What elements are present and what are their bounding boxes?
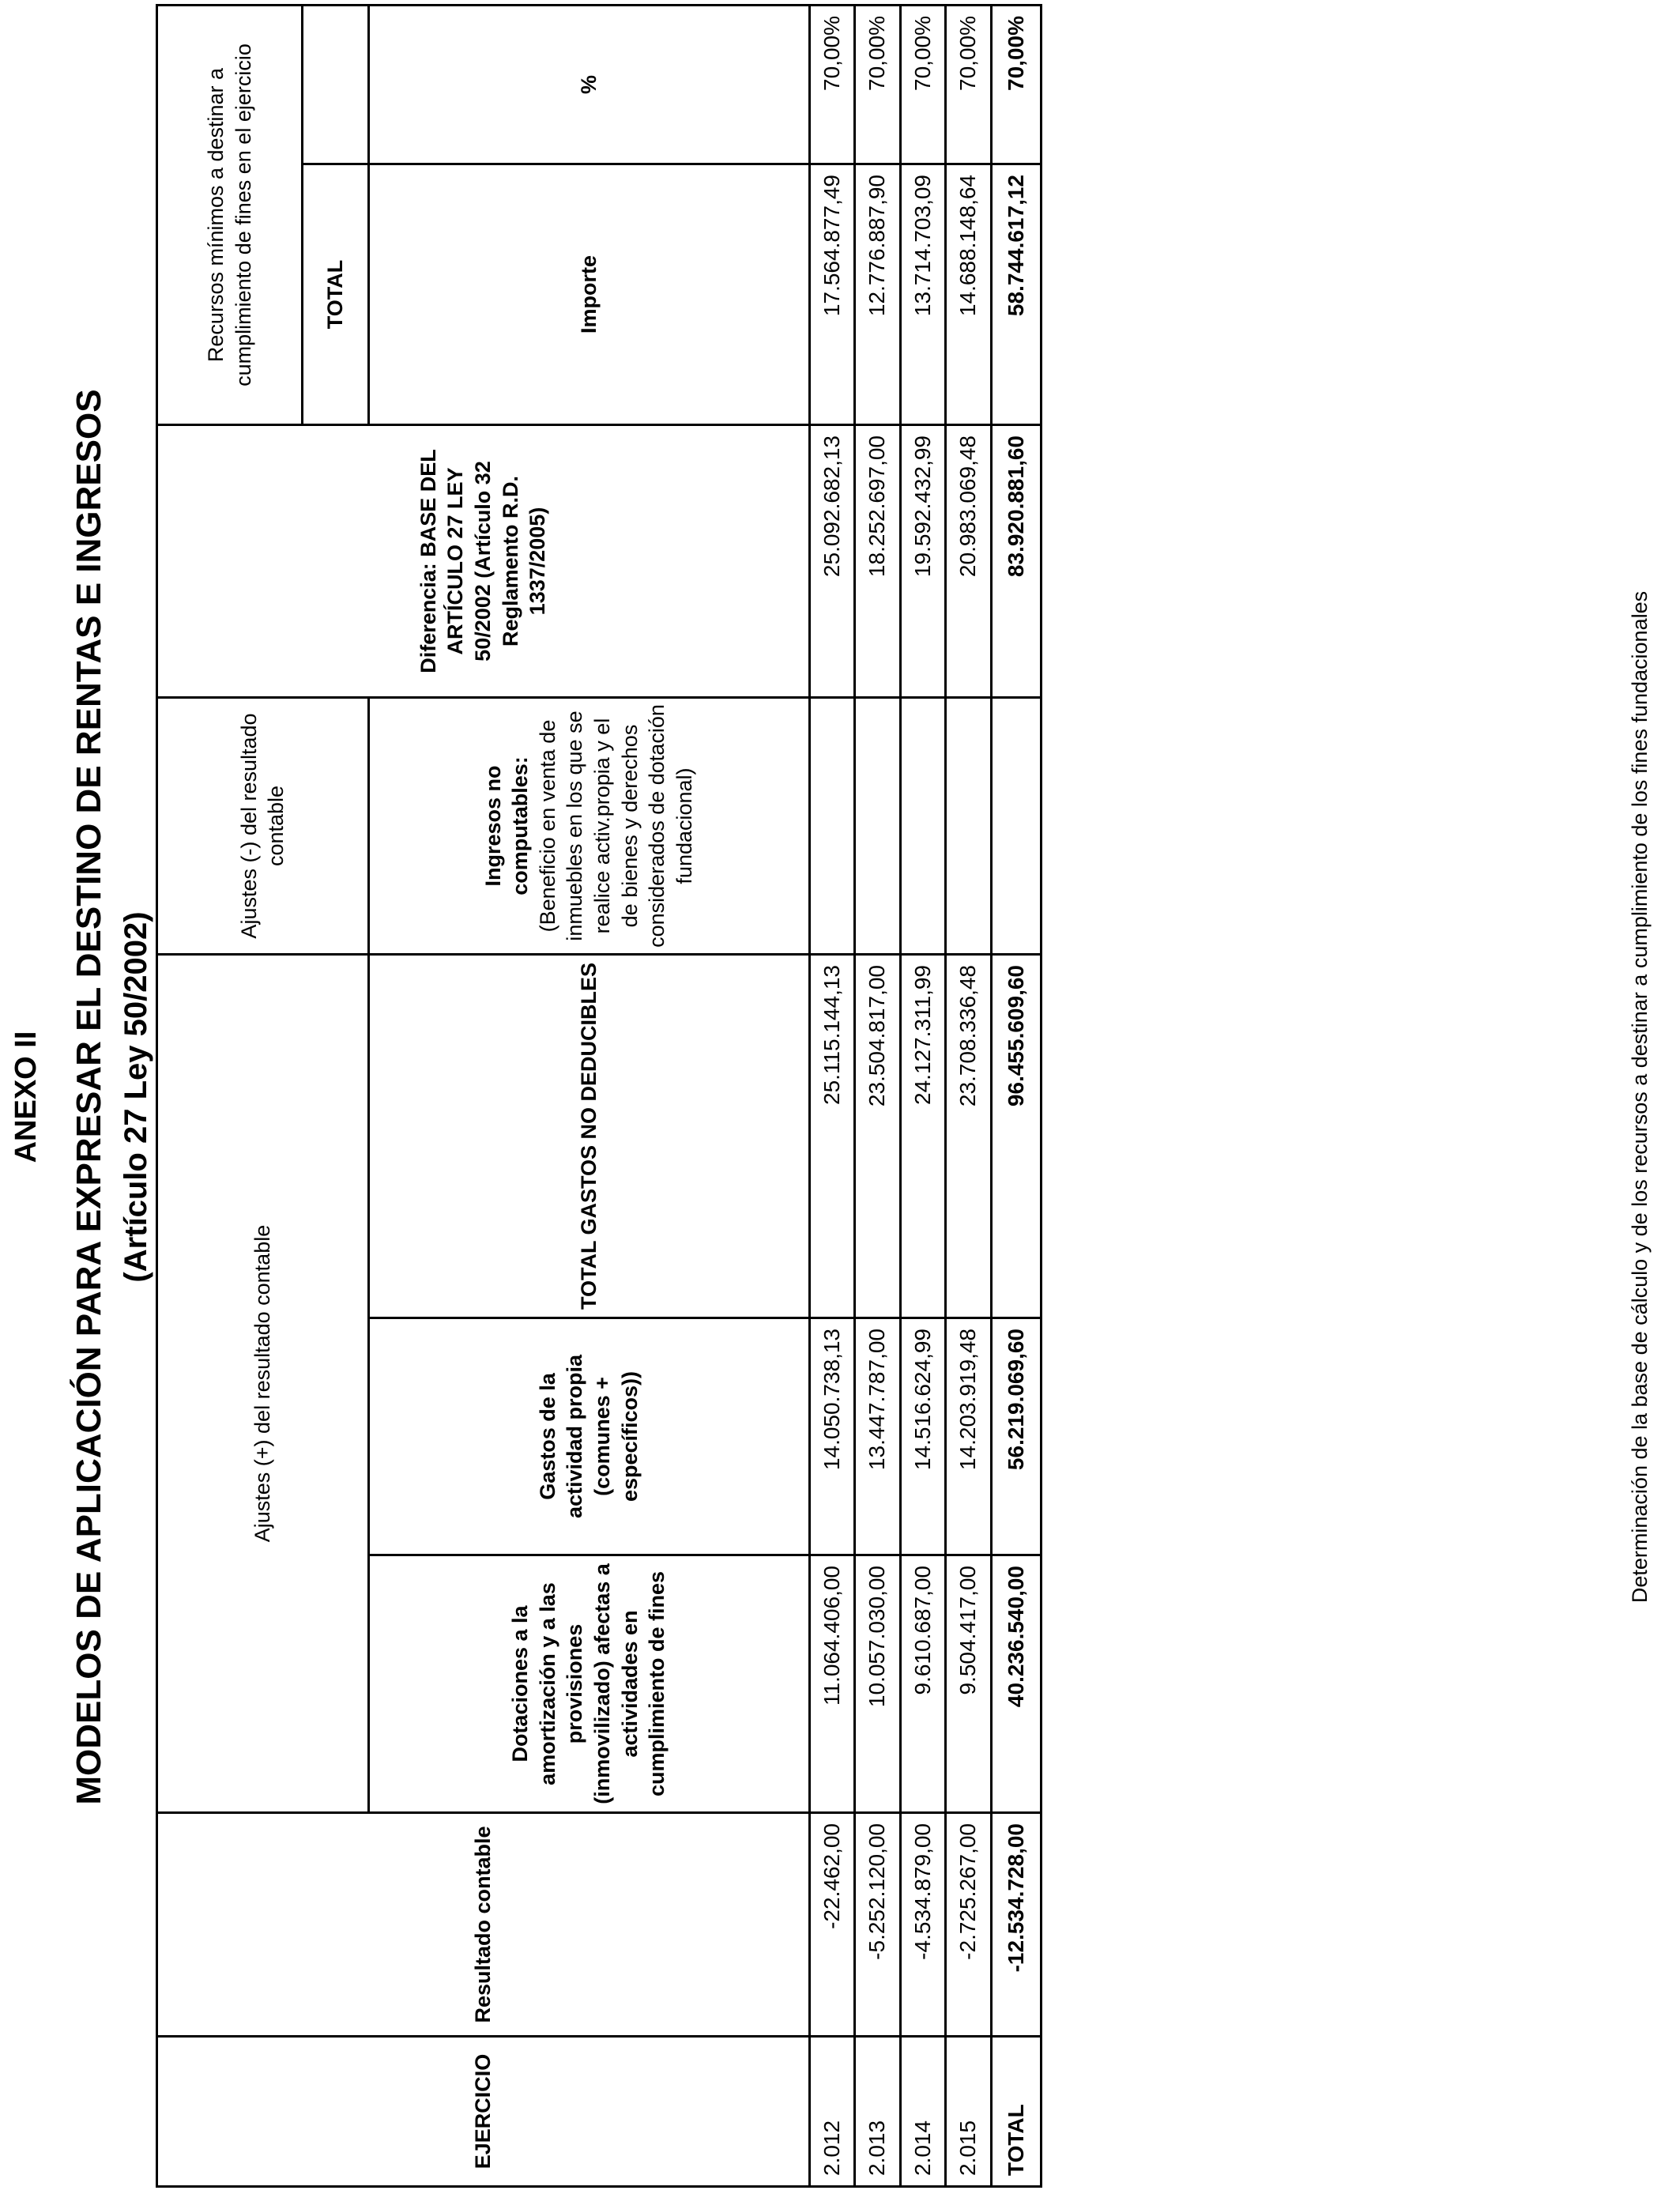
cell-gastos: 14.203.919,48 <box>946 1318 992 1555</box>
cell-diferencia: 83.920.881,60 <box>991 425 1041 698</box>
col-gastos-actividad: Gastos de la actividad propia (comunes + específicos)) <box>368 1318 809 1555</box>
cell-ejercicio: 2.014 <box>900 2037 946 2187</box>
cell-dotaciones: 11.064.406,00 <box>809 1555 855 1813</box>
cell-ejercicio: 2.013 <box>855 2037 901 2187</box>
total-row <box>991 6 1041 2187</box>
cell-ejercicio: 2.012 <box>809 2037 855 2187</box>
cell-resultado: -22.462,00 <box>809 1813 855 2037</box>
cell-resultado: -5.252.120,00 <box>855 1813 901 2037</box>
cell-ingresos <box>809 698 855 955</box>
ingresos-detail: (Beneficio en venta de inmuebles en los que se realice activ.propia y el de bienes y derechos considerados de dotación fundacional) <box>535 704 696 948</box>
cell-dotaciones: 9.504.417,00 <box>946 1555 992 1813</box>
table-row <box>809 6 855 2187</box>
cell-pct: 70,00% <box>991 6 1041 164</box>
header-row-1 <box>157 6 303 2187</box>
cell-ingresos <box>900 698 946 955</box>
table-row <box>900 6 946 2187</box>
cell-importe: 13.714.703,09 <box>900 164 946 425</box>
cell-diferencia: 19.592.432,99 <box>900 425 946 698</box>
annex-label: ANEXO II <box>9 1031 43 1163</box>
cell-ingresos <box>855 698 901 955</box>
rentas-table <box>156 4 1042 2188</box>
cell-gastos: 13.447.787,00 <box>855 1318 901 1555</box>
cell-resultado: -12.534.728,00 <box>991 1813 1041 2037</box>
cell-total-gastos: 23.708.336,48 <box>946 955 992 1318</box>
cell-pct: 70,00% <box>855 6 901 164</box>
col-ingresos <box>368 698 809 955</box>
col-porcentaje: % <box>368 6 809 164</box>
col-ejercicio: EJERCICIO <box>157 2037 810 2187</box>
table-row <box>946 6 992 2187</box>
cell-pct: 70,00% <box>809 6 855 164</box>
cell-total-gastos: 96.455.609,60 <box>991 955 1041 1318</box>
cell-resultado: -2.725.267,00 <box>946 1813 992 2037</box>
cell-gastos: 14.516.624,99 <box>900 1318 946 1555</box>
cell-ejercicio: 2.015 <box>946 2037 992 2187</box>
col-ajustes-neg: Ajustes (-) del resultado contable <box>157 698 369 955</box>
cell-dotaciones: 40.236.540,00 <box>991 1555 1041 1813</box>
cell-importe: 17.564.877,49 <box>809 164 855 425</box>
cell-importe: 14.688.148,64 <box>946 164 992 425</box>
cell-total-gastos: 24.127.311,99 <box>900 955 946 1318</box>
cell-pct: 70,00% <box>900 6 946 164</box>
cell-diferencia: 25.092.682,13 <box>809 425 855 698</box>
page-title: MODELOS DE APLICACIÓN PARA EXPRESAR EL DESTINO DE RENTAS E INGRESOS <box>70 389 108 1805</box>
cell-gastos: 56.219.069,60 <box>991 1318 1041 1555</box>
cell-ingresos <box>991 698 1041 955</box>
cell-dotaciones: 10.057.030,00 <box>855 1555 901 1813</box>
cell-total-gastos: 23.504.817,00 <box>855 955 901 1318</box>
col-total-gastos: TOTAL GASTOS NO DEDUCIBLES <box>368 955 809 1318</box>
cell-ejercicio: TOTAL <box>991 2037 1041 2187</box>
col-diferencia: Diferencia: BASE DEL ARTÍCULO 27 LEY 50/2002 (Artículo 32 Reglamento R.D. 1337/2005) <box>157 425 810 698</box>
cell-dotaciones: 9.610.687,00 <box>900 1555 946 1813</box>
cell-total-gastos: 25.115.144,13 <box>809 955 855 1318</box>
col-total-sub-blank <box>303 6 368 164</box>
col-total-sub: TOTAL <box>303 164 368 425</box>
cell-diferencia: 18.252.697,00 <box>855 425 901 698</box>
col-resultado: Resultado contable <box>157 1813 810 2037</box>
table-row <box>855 6 901 2187</box>
col-ajustes-pos: Ajustes (+) del resultado contable <box>157 955 369 1813</box>
cell-importe: 12.776.887,90 <box>855 164 901 425</box>
ingresos-title: Ingresos no computables: <box>480 756 533 895</box>
cell-importe: 58.744.617,12 <box>991 164 1041 425</box>
col-importe: Importe <box>368 164 809 425</box>
cell-pct: 70,00% <box>946 6 992 164</box>
cell-gastos: 14.050.738,13 <box>809 1318 855 1555</box>
cell-ingresos <box>946 698 992 955</box>
cell-resultado: -4.534.879,00 <box>900 1813 946 2037</box>
cell-diferencia: 20.983.069,48 <box>946 425 992 698</box>
col-recursos: Recursos mínimos a destinar a cumplimiento de fines en el ejercicio <box>157 6 303 425</box>
col-dotaciones: Dotaciones a la amortización y a las provisiones (inmovilizado) afectas a actividades en cumplimiento de fines <box>368 1555 809 1813</box>
page-subtitle: (Artículo 27 Ley 50/2002) <box>119 911 153 1283</box>
footer-caption: Determinación de la base de cálculo y de los recursos a destinar a cumplimiento de los fines fundacionales <box>1628 590 1652 1604</box>
